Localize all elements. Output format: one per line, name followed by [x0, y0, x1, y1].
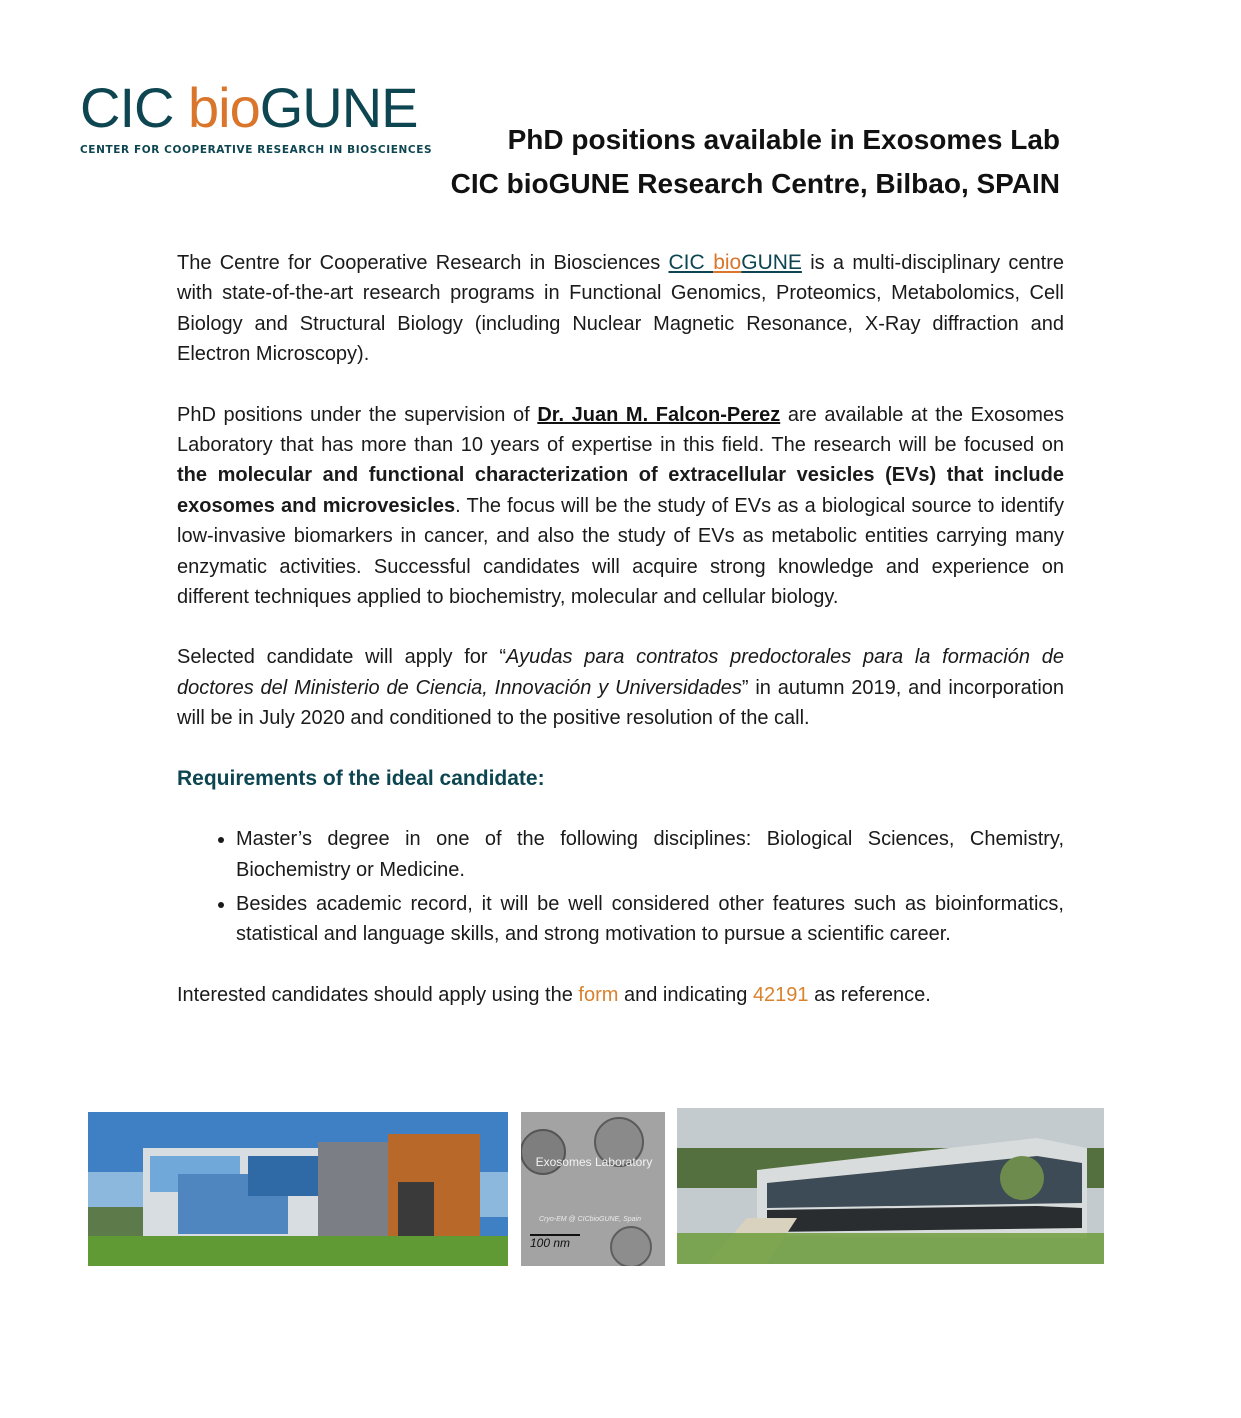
- positions-paragraph: PhD positions under the supervision of Dr. Juan M. Falcon-Perez are available at the Exosomes Laboratory that has more than 10 years of expertise in this field. The research will be focused on the molecular and functional characterization of extracellular vesicles (EVs) that include exosomes and microvesicles. The focus will be the study of EVs as a biological source to identify low-invasive biomarkers in cancer, and also the study of EVs as metabolic entities carrying many enzymatic activities. Successful candidates will acquire strong knowledge and experience on different techniques applied to biochemistry, molecular and cellular biology.: [177, 403, 1064, 609]
- reference-number: 42191: [752, 983, 809, 1006]
- program-name: Ayudas para contratos predoctorales para la formación de doctores del Ministerio de Ciencia, Innovación y Universidades: [177, 646, 1064, 699]
- requirements-heading: Requirements of the ideal candidate:: [177, 766, 545, 790]
- requirement-item: • Besides academic record, it will be well considered other features such as bioinformatics, statistical and language skills, and strong motivation to pursue a scientific career.: [236, 889, 1064, 950]
- micrograph-credit: Cryo-EM @ CICbioGUNE, Spain: [539, 1216, 642, 1223]
- exosome-micrograph: [521, 1112, 665, 1266]
- building-photo-side: [677, 1108, 1104, 1264]
- title-line-1: PhD positions available in Exosomes Lab: [507, 124, 1060, 155]
- requirements-list: [177, 824, 1064, 950]
- cic-biogune-logo: [80, 76, 433, 160]
- research-focus: the molecular and functional characterization of extracellular vesicles (EVs) that include exosomes and microvesicles: [177, 464, 1064, 517]
- micrograph-caption: Exosomes Laboratory: [535, 1155, 653, 1169]
- form-link[interactable]: form: [578, 983, 619, 1006]
- page-title: [451, 118, 1060, 206]
- requirement-item: • Master’s degree in one of the following disciplines: Biological Sciences, Chemistry, Biochemistry or Medicine.: [236, 824, 1064, 885]
- selection-paragraph: Selected candidate will apply for “Ayudas para contratos predoctorales para la formación de doctores del Ministerio de Ciencia, Innovación y Universidades” in autumn 2019, and incorporation will be in July 2020 and conditioned to the positive resolution of the call.: [177, 646, 1065, 730]
- logo-wordmark: CIC bioGUNE: [80, 76, 418, 139]
- cic-biogune-link[interactable]: CIC bioGUNE: [668, 251, 802, 274]
- supervisor-link[interactable]: Dr. Juan M. Falcon-Perez: [537, 403, 781, 426]
- intro-paragraph: The Centre for Cooperative Research in Biosciences CIC bioGUNE is a multi-disciplinary centre with state-of-the-art research programs in Functional Genomics, Proteomics, Metabolomics, Cell Biology and Structural Biology (including Nuclear Magnetic Resonance, X-Ray diffraction and Electron Microscopy).: [177, 251, 1064, 366]
- apply-paragraph: Interested candidates should apply using the form and indicating 42191 as reference.: [177, 983, 931, 1006]
- scale-label: 100 nm: [530, 1236, 571, 1250]
- building-photo-front: [88, 1112, 508, 1266]
- logo-tagline: CENTER FOR COOPERATIVE RESEARCH IN BIOSCIENCES: [80, 144, 433, 156]
- title-line-2: CIC bioGUNE Research Centre, Bilbao, SPAIN: [450, 168, 1060, 199]
- document-body: [177, 248, 1064, 1040]
